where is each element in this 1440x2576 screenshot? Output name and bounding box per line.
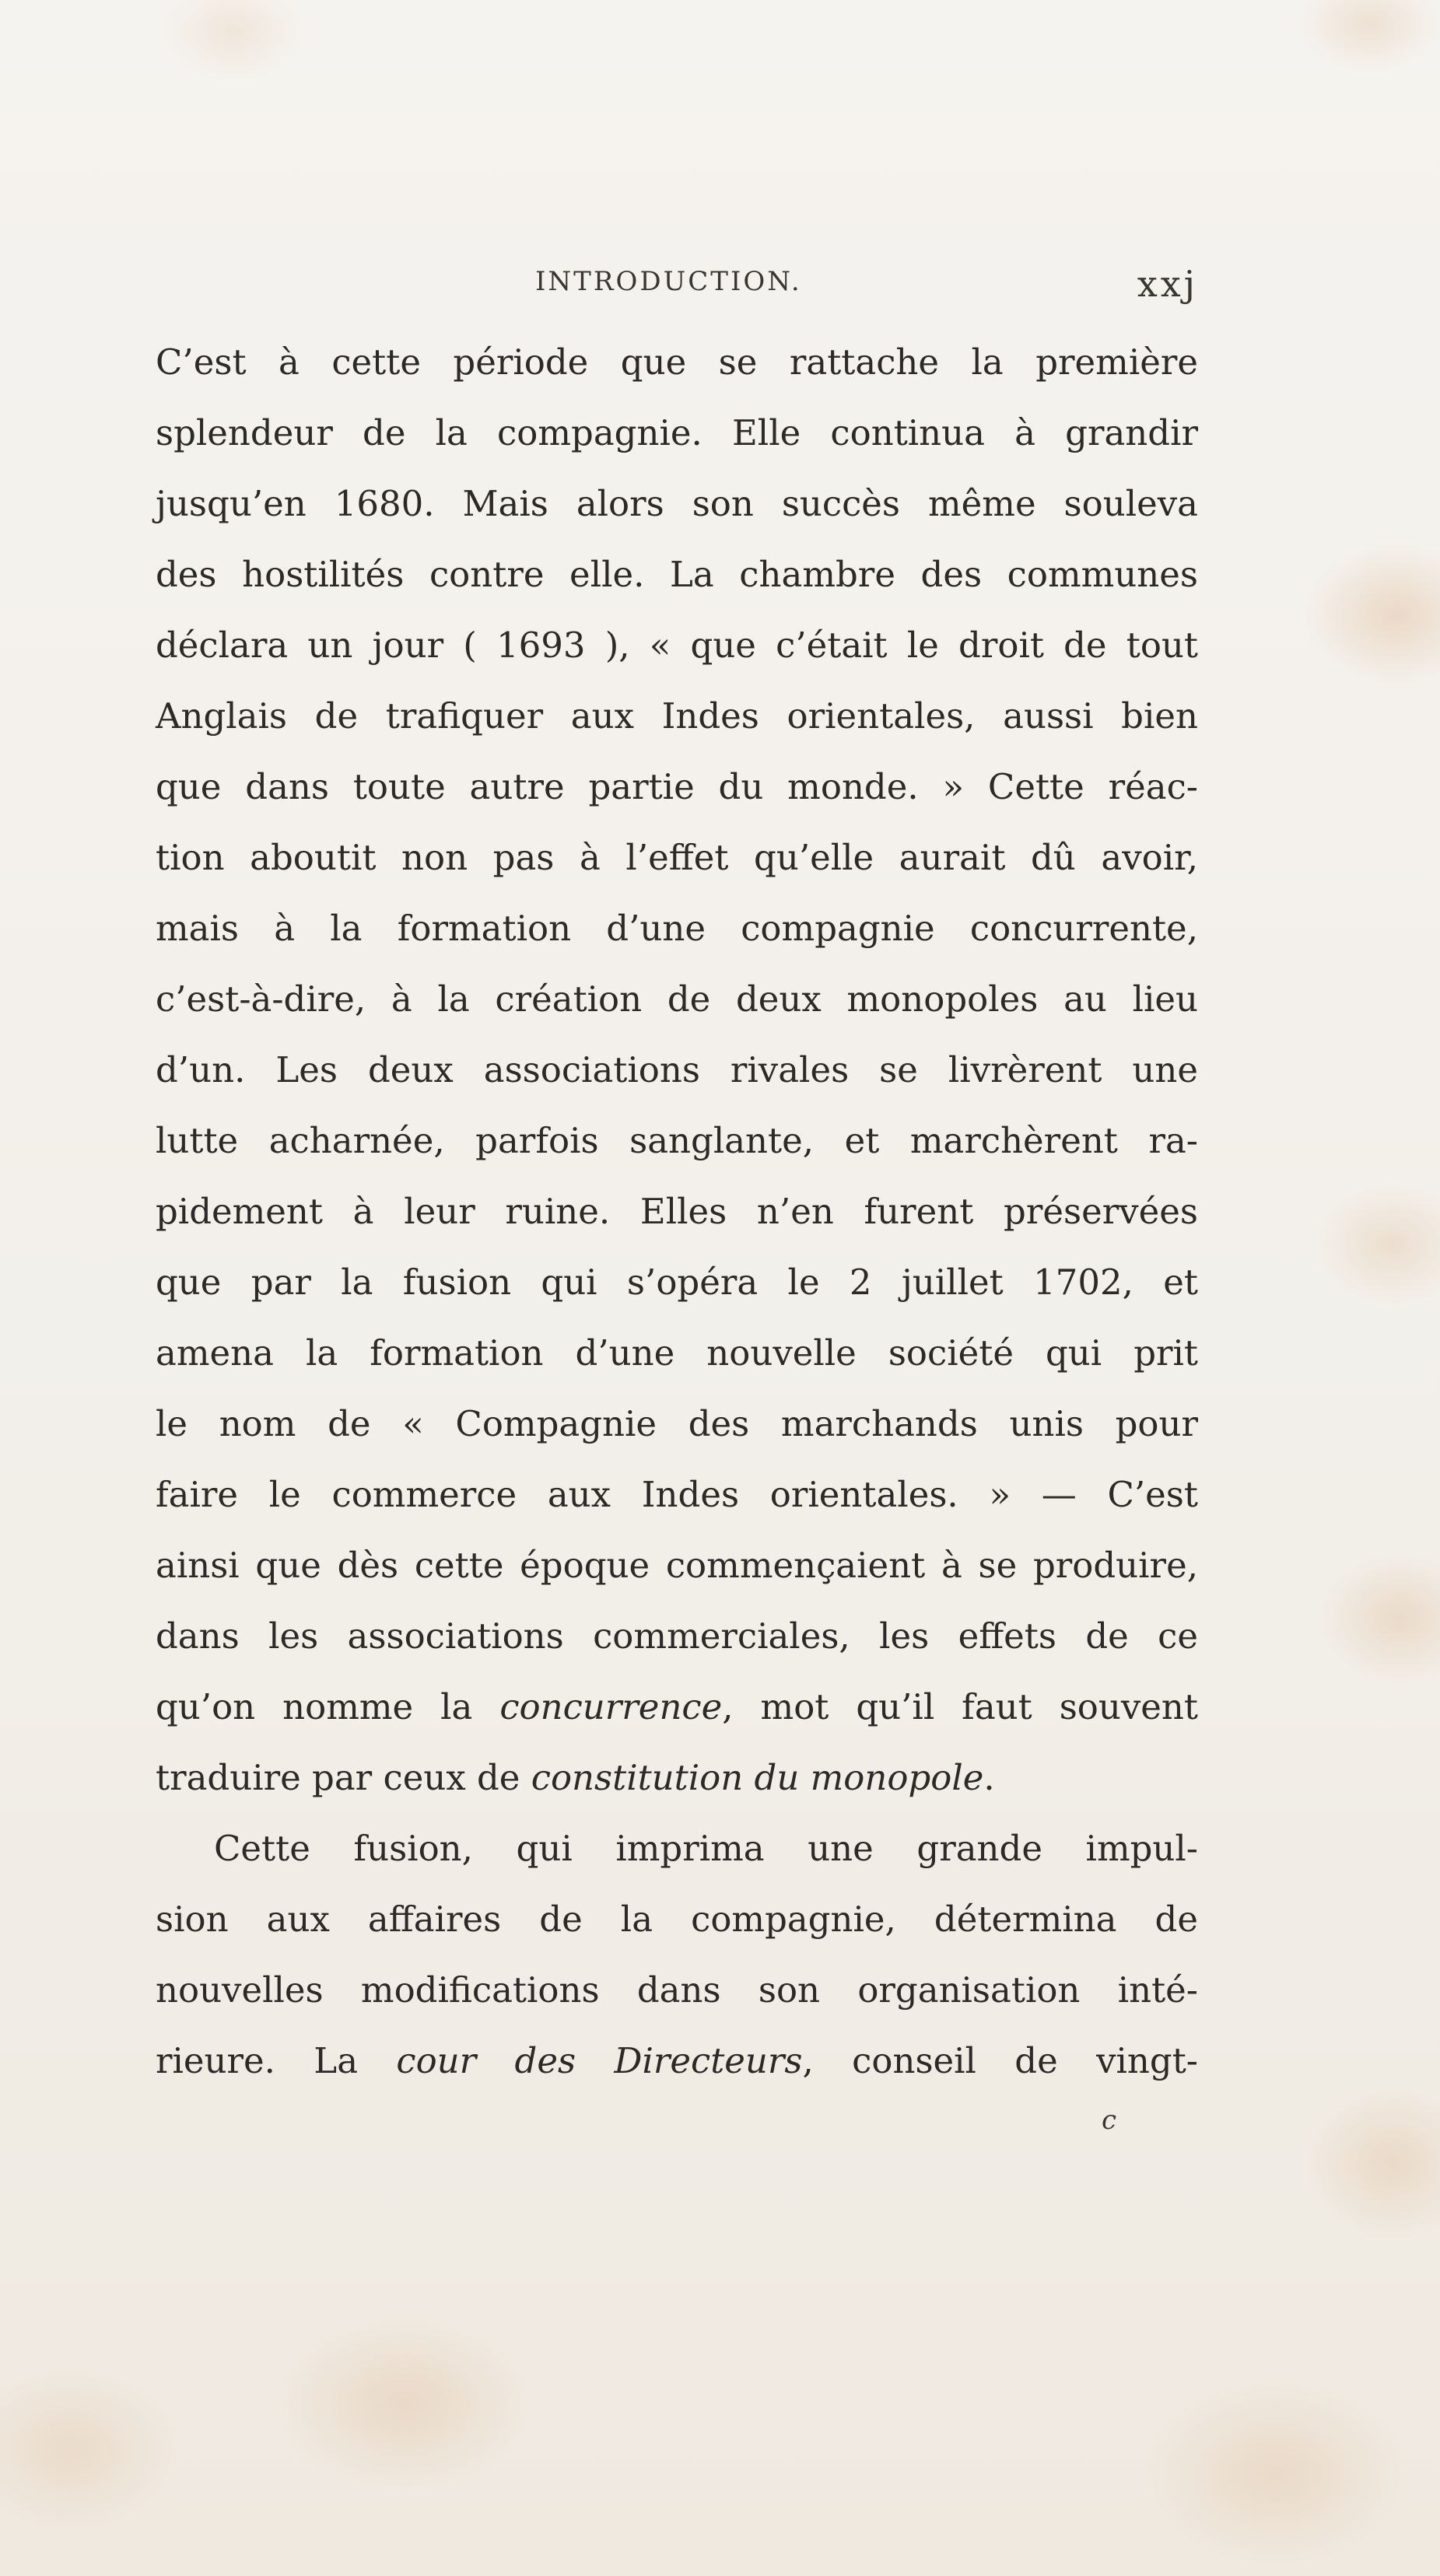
text-line: sion aux affaires de la compagnie, détermina de <box>156 1899 1198 1940</box>
text-line <box>156 1671 1198 1742</box>
text-line: jusqu’en 1680. Mais alors son succès même souleva <box>156 483 1198 524</box>
text-line <box>156 1742 1198 1813</box>
text-run: traduire par ceux de <box>156 1757 531 1798</box>
text-line: Anglais de trafiquer aux Indes orientales, aussi bien <box>156 695 1198 737</box>
text-run: qu’on nomme la <box>156 1686 500 1727</box>
text-line: splendeur de la compagnie. Elle continua à grandir <box>156 412 1198 453</box>
text-line: faire le commerce aux Indes orientales. » — C’est <box>156 1474 1198 1515</box>
text-line: lutte acharnée, parfois sanglante, et marchèrent ra- <box>156 1120 1198 1161</box>
text-line: d’un. Les deux associations rivales se livrèrent une <box>156 1049 1198 1090</box>
page-number: xxj <box>1137 263 1198 305</box>
text-line: mais à la formation d’une compagnie concurrente, <box>156 908 1198 949</box>
paragraph-first-line: Cette fusion, qui imprima une grande impul- <box>214 1828 1198 1869</box>
italic-term: constitution du monopole <box>531 1757 984 1798</box>
signature-mark: c <box>1102 2105 1117 2136</box>
text-line: que par la fusion qui s’opéra le 2 juillet 1702, et <box>156 1262 1198 1303</box>
italic-term: cour des Directeurs <box>396 2040 803 2081</box>
text-line: pidement à leur ruine. Elles n’en furent préservées <box>156 1191 1198 1232</box>
text-line <box>156 2025 1198 2096</box>
body-text <box>156 327 1198 2096</box>
text-line: des hostilités contre elle. La chambre des communes <box>156 554 1198 595</box>
text-line: c’est-à-dire, à la création de deux monopoles au lieu <box>156 978 1198 1020</box>
text-line: le nom de « Compagnie des marchands unis pour <box>156 1403 1198 1444</box>
text-line: nouvelles modifications dans son organisation inté- <box>156 1969 1198 2011</box>
text-line: que dans toute autre partie du monde. » Cette réac- <box>156 766 1198 807</box>
text-run: rieure. La <box>156 2040 397 2081</box>
text-line: C’est à cette période que se rattache la première <box>156 341 1198 383</box>
text-line: tion aboutit non pas à l’effet qu’elle aurait dû avoir, <box>156 837 1198 878</box>
running-head <box>156 263 1198 313</box>
text-run: , mot qu’il faut souvent <box>722 1686 1198 1727</box>
text-line: ainsi que dès cette époque commençaient à se produire, <box>156 1545 1198 1586</box>
text-line: déclara un jour ( 1693 ), « que c’était le droit de tout <box>156 625 1198 666</box>
italic-term: concurrence <box>499 1686 723 1727</box>
text-run: , conseil de vingt- <box>802 2040 1198 2081</box>
text-run: . <box>983 1757 995 1798</box>
text-line: amena la formation d’une nouvelle société qui prit <box>156 1332 1198 1374</box>
running-title: INTRODUCTION. <box>535 266 802 297</box>
text-line: dans les associations commerciales, les effets de ce <box>156 1615 1198 1657</box>
